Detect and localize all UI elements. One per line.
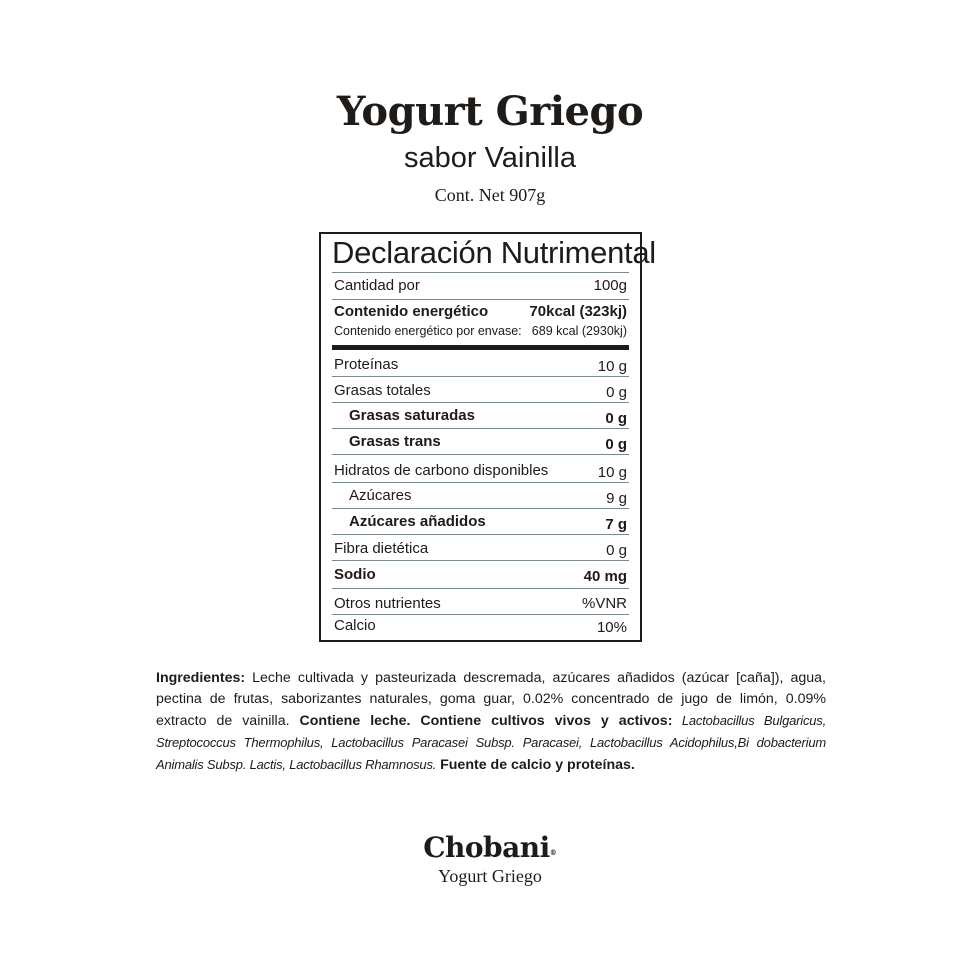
nutrient-row-calcium bbox=[332, 612, 629, 638]
nutrient-row-trans-fat bbox=[332, 428, 629, 454]
ingredients-label: Ingredientes: bbox=[156, 670, 246, 686]
product-flavor: sabor Vainilla bbox=[404, 142, 576, 174]
brand-name: Chobani bbox=[423, 831, 550, 864]
nutrient-label: Azúcares añadidos bbox=[349, 513, 486, 530]
registered-mark: ® bbox=[549, 848, 557, 857]
nutrient-label: Sodio bbox=[334, 566, 376, 583]
divider bbox=[332, 299, 629, 300]
nutrient-row-carbohydrates bbox=[332, 456, 629, 482]
energy-label: Contenido energético bbox=[334, 303, 489, 320]
nutrient-value: %VNR bbox=[581, 595, 627, 612]
cultures-list: Lactobacillus Bulgaricus, Streptococcus Thermophilus, Lactobacillus Paracasei Subsp. Paracasei, Lactobacillus Acidophilus,Bi dobacterium Animalis Subsp. Lactis, Lactobacillus Rhamnosus. bbox=[156, 713, 826, 772]
nutrient-row-proteins bbox=[332, 350, 629, 376]
nutrient-label: Proteínas bbox=[334, 356, 399, 373]
nutrient-label: Grasas saturadas bbox=[349, 407, 475, 424]
nutrient-row-sodium bbox=[332, 560, 629, 586]
panel-title: Declaración Nutrimental bbox=[332, 235, 656, 270]
nutrient-value: 10 g bbox=[597, 358, 627, 375]
nutrient-label: Calcio bbox=[334, 617, 376, 634]
nutrient-label: Hidratos de carbono disponibles bbox=[334, 462, 549, 479]
nutrient-row-added-sugars bbox=[332, 508, 629, 534]
energy-package-label: Contenido energético por envase: bbox=[334, 324, 522, 338]
nutrient-value: 10 g bbox=[597, 464, 627, 481]
brand-tagline: Yogurt Griego bbox=[438, 866, 542, 886]
nutrient-row-sugars bbox=[332, 482, 629, 508]
nutrient-value: 0 g bbox=[606, 542, 627, 559]
nutrient-value: 0 g bbox=[605, 410, 627, 427]
nutrient-value: 0 g bbox=[606, 384, 627, 401]
nutrient-label: Grasas totales bbox=[334, 382, 431, 399]
nutrient-label: Fibra dietética bbox=[334, 540, 429, 557]
nutrient-label: Grasas trans bbox=[349, 433, 441, 450]
brand-logo bbox=[0, 831, 980, 864]
allergen-statement: Contiene leche. Contiene cultivos vivos y activos: bbox=[299, 713, 673, 729]
nutrient-value: 10% bbox=[596, 619, 627, 636]
ingredients-text bbox=[156, 668, 826, 776]
serving-label: Cantidad por bbox=[334, 277, 420, 294]
nutrient-row-total-fat bbox=[332, 376, 629, 402]
nutrient-value: 9 g bbox=[606, 490, 627, 507]
nutrient-label: Otros nutrientes bbox=[334, 595, 441, 612]
energy-package-value: 689 kcal (2930kj) bbox=[531, 324, 627, 338]
net-content: Cont. Net 907g bbox=[434, 185, 546, 205]
divider bbox=[332, 454, 629, 455]
nutrient-value: 7 g bbox=[605, 516, 627, 533]
nutrition-claim: Fuente de calcio y proteínas. bbox=[436, 757, 635, 773]
nutrient-row-saturated-fat bbox=[332, 402, 629, 428]
nutrient-value: 40 mg bbox=[583, 568, 627, 585]
nutrient-value: 0 g bbox=[605, 436, 627, 453]
serving-value: 100g bbox=[593, 277, 627, 294]
ingredients-list: Leche cultivada y pasteurizada descremada, azúcares añadidos (azúcar [caña]), agua, pectina de frutas, saborizantes naturales, goma guar, 0.02% concentrado de jugo de limón, 0.09% extracto de vainilla. bbox=[156, 670, 826, 729]
divider bbox=[332, 272, 629, 273]
nutrient-label: Azúcares bbox=[349, 487, 412, 504]
energy-value: 70kcal (323kj) bbox=[529, 303, 627, 320]
product-title: Yogurt Griego bbox=[336, 88, 644, 135]
nutrient-row-fiber bbox=[332, 534, 629, 560]
nutrition-panel bbox=[319, 232, 656, 642]
